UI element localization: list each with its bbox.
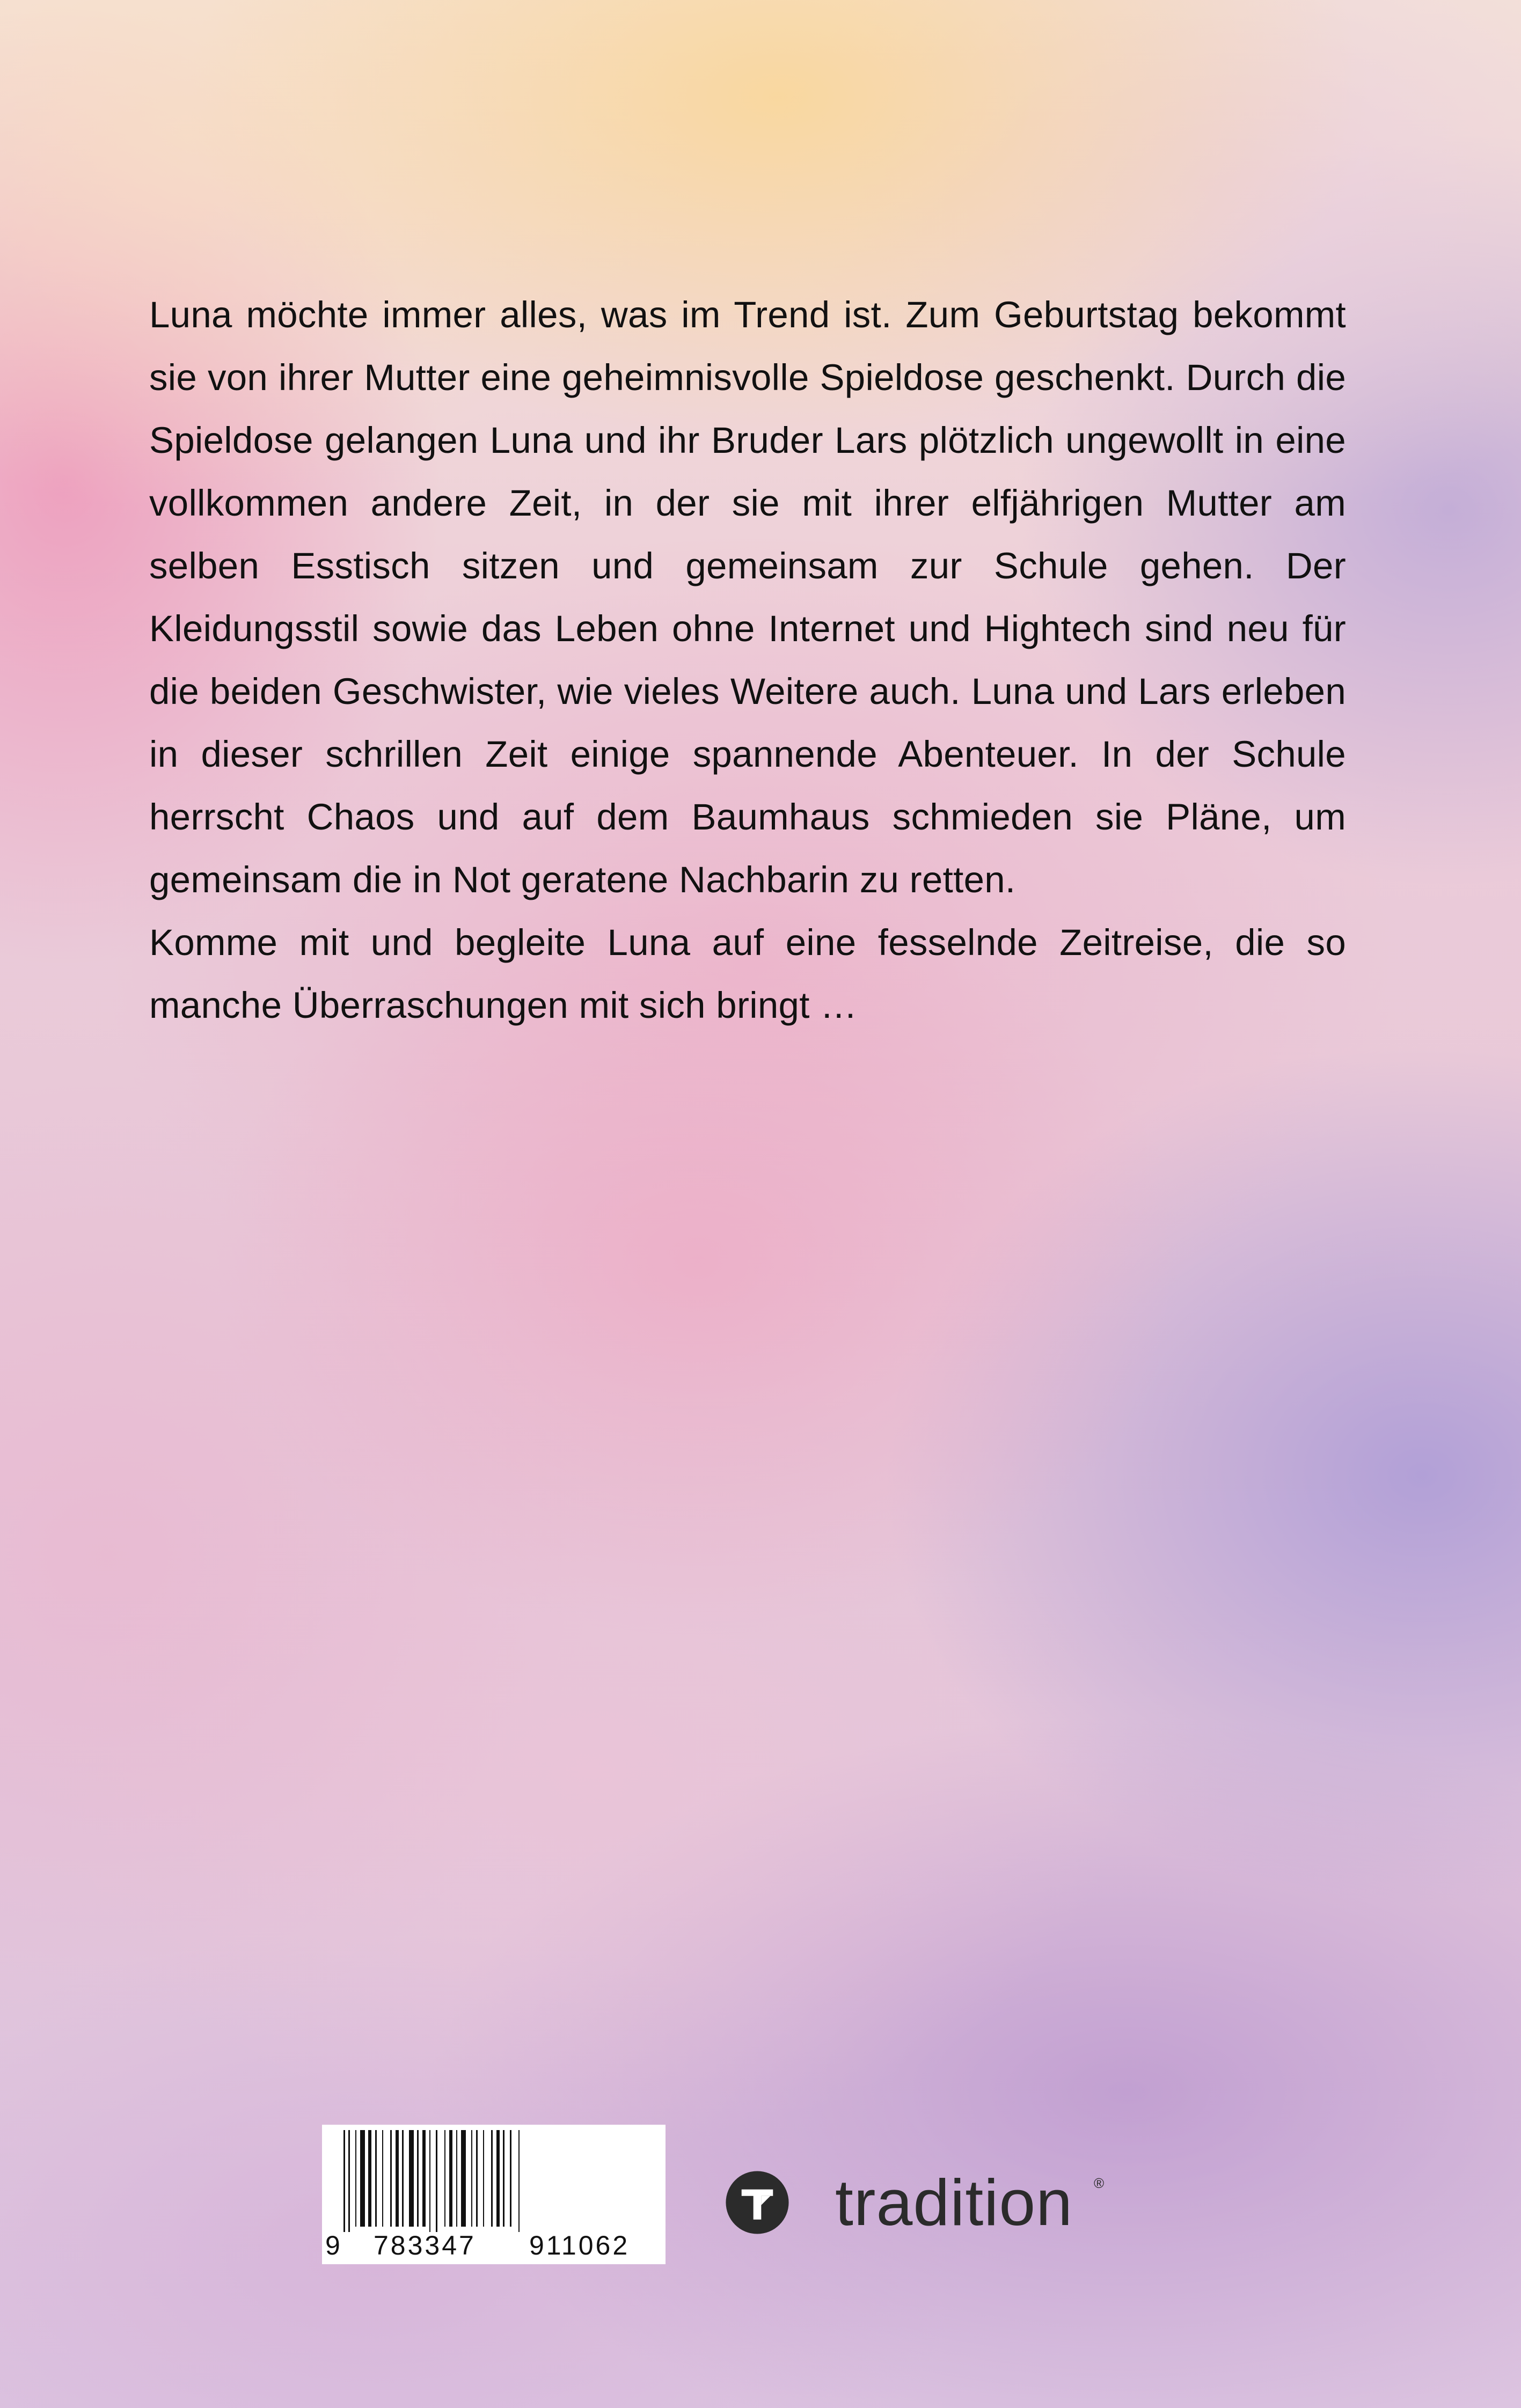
blurb-paragraph-1: Luna möchte immer alles, was im Trend ist. Zum Geburtstag bekommt sie von ihrer Mutter eine geheimnisvolle Spieldose geschenkt. Durch die Spieldose gelangen Luna und ihr Bruder Lars plötzlich ungewollt in eine vollkommen andere Zeit, in der sie mit ihrer elfjährigen Mutter am selben Esstisch sitzen und gemeinsam zur Schule gehen. Der Kleidungsstil sowie das Leben ohne Internet und Hightech sind neu für die beiden Geschwister, wie vieles Weitere auch. Luna und Lars erleben in dieser schrillen Zeit einige spannende Abenteuer. In der Schule herrscht Chaos und auf dem Baumhaus schmieden sie Pläne, um gemeinsam die in Not geratene Nachbarin zu retten. xyxy=(149,294,1346,900)
isbn-barcode xyxy=(322,2125,666,2264)
barcode-group-right: 911062 xyxy=(529,2230,630,2260)
barcode-bars xyxy=(322,2125,666,2232)
publisher-logo xyxy=(725,2162,1127,2243)
barcode-group-left: 783347 xyxy=(374,2230,476,2260)
barcode-digit-first: 9 xyxy=(325,2230,342,2260)
blurb-paragraph-2: Komme mit und begleite Luna auf eine fesselnde Zeitreise, die so manche Überraschungen mit sich bringt … xyxy=(149,922,1346,1026)
barcode-digits xyxy=(322,2230,666,2262)
publisher-t-logo-icon xyxy=(725,2170,790,2235)
registered-mark: ® xyxy=(1094,2175,1105,2191)
blurb-text xyxy=(149,283,1346,1037)
publisher-name: tradition xyxy=(835,2166,1073,2239)
